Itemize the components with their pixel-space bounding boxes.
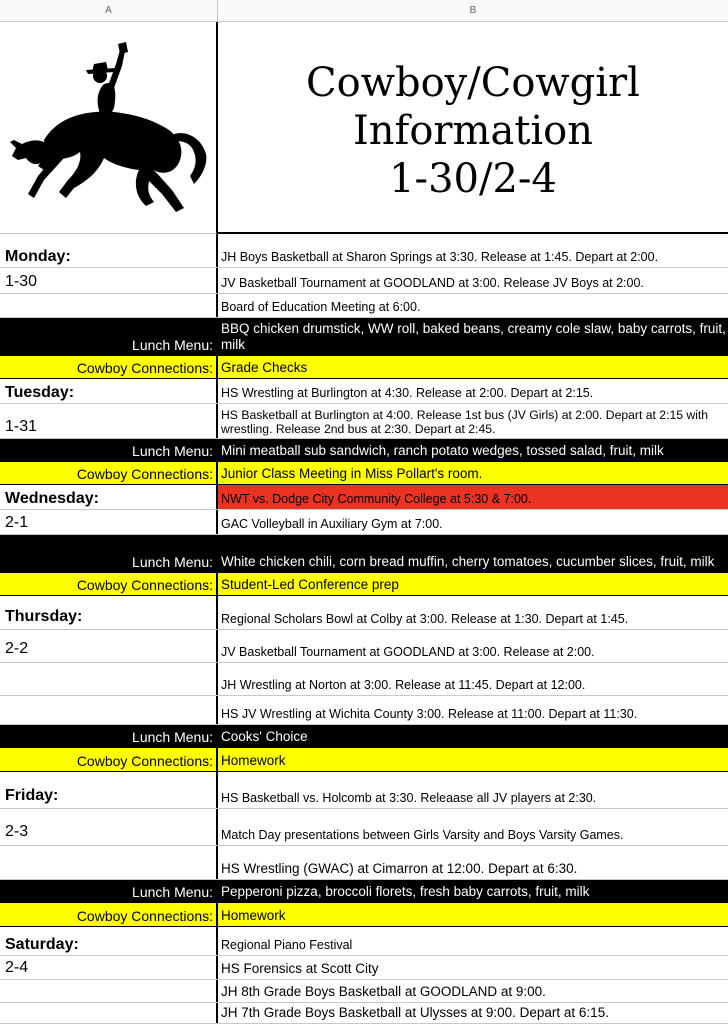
event-cell[interactable]: GAC Volleyball in Auxiliary Gym at 7:00.	[221, 517, 443, 531]
event-cell[interactable]: Regional Piano Festival	[221, 938, 353, 952]
event-cell[interactable]: Regional Scholars Bowl at Colby at 3:00. Release at 1:30. Depart at 1:45.	[221, 612, 629, 626]
date-label[interactable]: 2-4	[0, 956, 218, 979]
date-label[interactable]: 1-30	[0, 268, 218, 293]
event-cell[interactable]: JH Wrestling at Norton at 3:00. Release at 11:45. Depart at 12:00.	[221, 678, 586, 692]
table-row	[0, 379, 728, 404]
cowboy-connections-label[interactable]: Cowboy Connections:	[0, 748, 218, 771]
table-row	[0, 846, 728, 880]
table-row	[0, 596, 728, 630]
cowboy-connections-cell[interactable]: Homework	[221, 753, 286, 768]
lunch-row	[0, 318, 728, 356]
event-cell[interactable]: JH Boys Basketball at Sharon Springs at 3:30. Release at 1:45. Depart at 2:00.	[221, 250, 659, 264]
lunch-menu-cell[interactable]: Cooks' Choice	[221, 729, 308, 744]
cowboy-connections-cell[interactable]: Student-Led Conference prep	[221, 577, 399, 592]
day-label[interactable]: Thursday:	[0, 596, 218, 629]
title-line-3: 1-30/2-4	[389, 156, 557, 202]
day-label[interactable]: Wednesday:	[0, 485, 218, 509]
event-cell-highlighted[interactable]: NWT vs. Dodge City Community College at 5:30 & 7:00.	[218, 485, 728, 509]
event-cell[interactable]: HS Forensics at Scott City	[221, 961, 379, 976]
empty-cell[interactable]	[0, 980, 218, 1002]
bronco-rider-logo	[4, 30, 214, 220]
table-row	[0, 294, 728, 318]
lunch-row	[0, 880, 728, 903]
table-row	[0, 927, 728, 956]
connections-row	[0, 748, 728, 772]
title-line-1: Cowboy/Cowgirl	[306, 60, 640, 106]
empty-cell[interactable]	[0, 696, 218, 724]
table-row	[0, 234, 728, 268]
connections-row	[0, 573, 728, 596]
lunch-row	[0, 439, 728, 462]
lunch-menu-label[interactable]: Lunch Menu:	[0, 318, 218, 355]
lunch-row	[0, 725, 728, 748]
event-cell[interactable]: HS Wrestling (GWAC) at Cimarron at 12:00. Depart at 6:30.	[221, 861, 578, 876]
event-cell[interactable]: JV Basketball Tournament at GOODLAND at 3:00. Release at 2:00.	[221, 645, 595, 659]
event-cell[interactable]: HS Wrestling at Burlington at 4:30. Release at 2:00. Depart at 2:15.	[221, 386, 594, 400]
cowboy-connections-label[interactable]: Cowboy Connections:	[0, 462, 218, 484]
table-row	[0, 1003, 728, 1024]
lunch-menu-cell[interactable]: Pepperoni pizza, broccoli florets, fresh baby carrots, fruit, milk	[221, 884, 590, 899]
table-row	[0, 772, 728, 809]
table-row	[0, 809, 728, 846]
day-label[interactable]: Friday:	[0, 772, 218, 808]
empty-cell[interactable]	[0, 846, 218, 879]
cowboy-connections-cell[interactable]: Grade Checks	[221, 360, 308, 375]
title-cell[interactable]	[218, 22, 728, 234]
table-row	[0, 956, 728, 980]
column-header-b[interactable]: B	[218, 0, 728, 22]
lunch-menu-label[interactable]: Lunch Menu:	[0, 439, 218, 461]
event-cell[interactable]: JH 8th Grade Boys Basketball at GOODLAND at 9:00.	[221, 984, 546, 999]
day-label[interactable]: Saturday:	[0, 927, 218, 955]
title-line-2: Information	[352, 108, 594, 154]
cowboy-connections-cell[interactable]: Homework	[221, 908, 286, 923]
event-cell[interactable]: JH 7th Grade Boys Basketball at Ulysses at 9:00. Depart at 6:15.	[221, 1005, 609, 1020]
empty-cell[interactable]	[0, 1003, 218, 1023]
date-label[interactable]: 2-1	[0, 510, 218, 534]
date-label[interactable]: 2-3	[0, 809, 218, 845]
event-cell[interactable]: Match Day presentations between Girls Varsity and Boys Varsity Games.	[221, 828, 624, 842]
cowboy-connections-label[interactable]: Cowboy Connections:	[0, 903, 218, 926]
day-label[interactable]: Tuesday:	[0, 379, 218, 403]
lunch-menu-cell[interactable]: BBQ chicken drumstick, WW roll, baked beans, creamy cole slaw, baby carrots, fruit, milk	[221, 321, 726, 352]
lunch-menu-label[interactable]: Lunch Menu:	[0, 725, 218, 747]
lunch-menu-label[interactable]: Lunch Menu:	[0, 535, 218, 572]
date-label[interactable]: 1-31	[0, 404, 218, 438]
page-title	[306, 59, 640, 203]
cowboy-connections-cell[interactable]: Junior Class Meeting in Miss Pollart's room.	[221, 466, 483, 481]
connections-row	[0, 462, 728, 485]
event-cell[interactable]: Board of Education Meeting at 6:00.	[221, 300, 421, 314]
connections-row	[0, 903, 728, 927]
lunch-menu-cell[interactable]: White chicken chili, corn bread muffin, cherry tomatoes, cucumber slices, fruit, milk	[221, 554, 715, 569]
table-row	[0, 663, 728, 696]
empty-cell[interactable]	[0, 294, 218, 317]
empty-cell[interactable]	[0, 663, 218, 695]
event-cell[interactable]: HS Basketball at Burlington at 4:00. Release 1st bus (JV Girls) at 2:00. Depart at 2:15 with wrestling. Release 2nd bus at 2:30. Depart at 2:45.	[221, 408, 709, 436]
table-row	[0, 980, 728, 1003]
event-cell[interactable]: JV Basketball Tournament at GOODLAND at 3:00. Release JV Boys at 2:00.	[221, 276, 644, 290]
event-cell[interactable]: HS JV Wrestling at Wichita County 3:00. Release at 11:00. Depart at 11:30.	[221, 707, 638, 721]
logo-cell[interactable]	[0, 22, 218, 234]
cowboy-connections-label[interactable]: Cowboy Connections:	[0, 573, 218, 595]
day-label[interactable]: Monday:	[0, 234, 218, 267]
column-header-a[interactable]: A	[0, 0, 218, 22]
event-cell[interactable]: HS Basketball vs. Holcomb at 3:30. Releaase all JV players at 2:30.	[221, 791, 597, 805]
table-row	[0, 696, 728, 725]
cowboy-connections-label[interactable]: Cowboy Connections:	[0, 356, 218, 378]
lunch-menu-cell[interactable]: Mini meatball sub sandwich, ranch potato wedges, tossed salad, fruit, milk	[221, 443, 664, 458]
connections-row	[0, 356, 728, 379]
table-row	[0, 630, 728, 663]
table-row	[0, 485, 728, 510]
lunch-menu-label[interactable]: Lunch Menu:	[0, 880, 218, 902]
date-label[interactable]: 2-2	[0, 630, 218, 662]
table-row	[0, 404, 728, 439]
lunch-row	[0, 535, 728, 573]
table-row	[0, 510, 728, 535]
table-row	[0, 268, 728, 294]
